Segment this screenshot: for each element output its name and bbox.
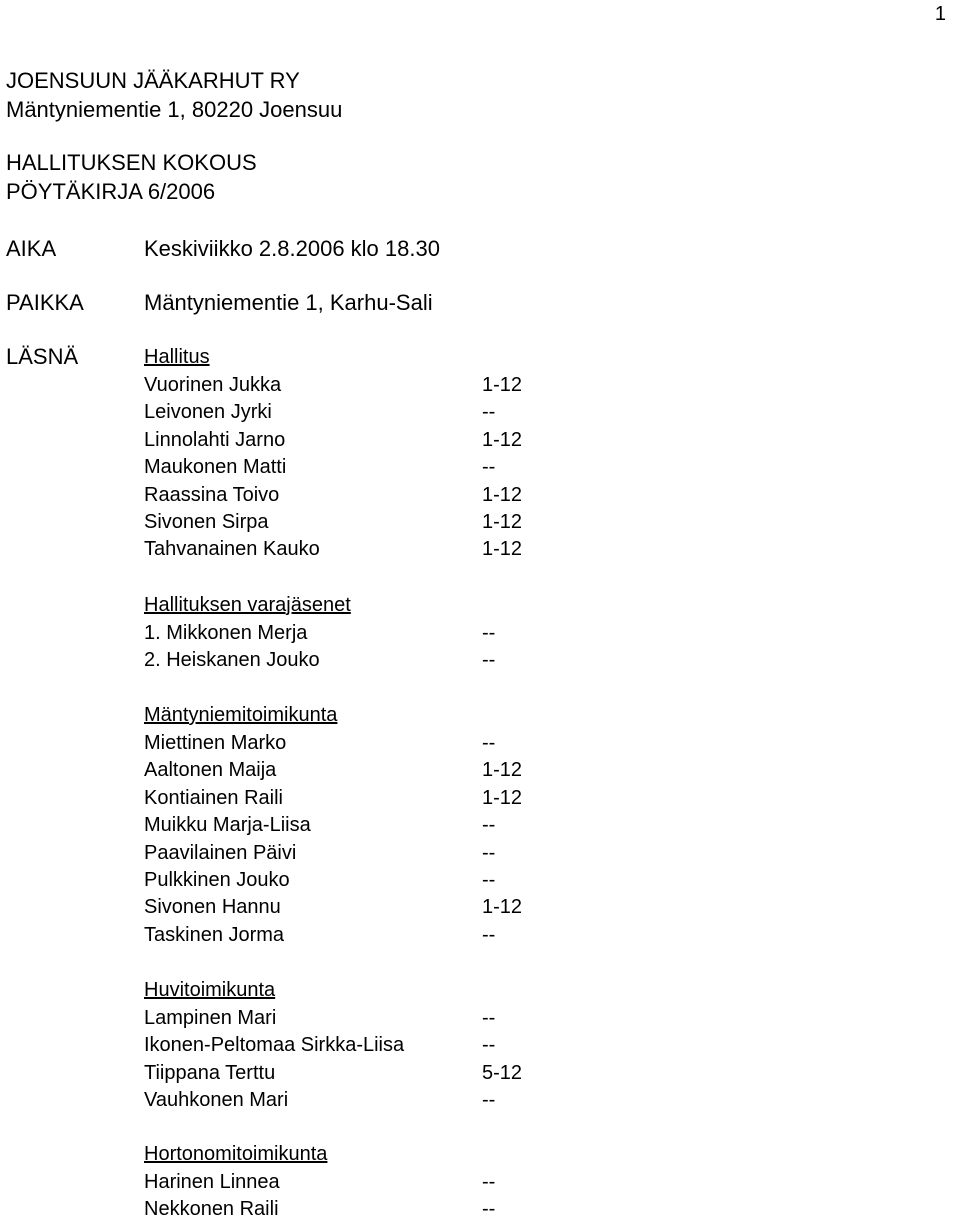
member-attendance: -- [482,842,496,864]
member-name: Leivonen Jyrki [144,401,272,423]
member-row [144,373,544,397]
member-attendance: -- [482,732,496,754]
member-row [144,813,544,837]
member-row [144,1006,544,1030]
member-row [144,1088,544,1112]
member-row [144,923,544,947]
member-attendance: 1-12 [482,511,523,533]
member-row [144,758,544,782]
member-name: 1. Mikkonen Merja [144,622,308,644]
member-attendance: -- [482,1198,496,1220]
member-row [144,510,544,534]
member-name: Kontiainen Raili [144,787,283,809]
member-attendance: -- [482,814,496,836]
member-row [144,1061,544,1085]
member-attendance: 5-12 [482,1062,523,1084]
member-attendance: -- [482,924,496,946]
member-name: Aaltonen Maija [144,759,277,781]
member-attendance: -- [482,1034,496,1056]
member-row [144,1033,544,1057]
member-attendance: -- [482,401,496,423]
member-name: Harinen Linnea [144,1171,280,1193]
present-label: LÄSNÄ [6,344,79,369]
member-name: Vuorinen Jukka [144,374,282,396]
member-name: Maukonen Matti [144,456,287,478]
member-attendance: -- [482,1007,496,1029]
member-name: Paavilainen Päivi [144,842,297,864]
member-name: Nekkonen Raili [144,1198,279,1220]
member-row [144,868,544,892]
member-attendance: 1-12 [482,429,523,451]
member-name: Vauhkonen Mari [144,1089,289,1111]
member-name: Linnolahti Jarno [144,429,286,451]
time-value: Keskiviikko 2.8.2006 klo 18.30 [144,236,440,261]
place-label: PAIKKA [6,290,84,315]
member-row [144,895,544,919]
member-attendance: -- [482,869,496,891]
member-row [144,731,544,755]
minutes-number: PÖYTÄKIRJA 6/2006 [6,179,216,204]
member-name: Miettinen Marko [144,732,287,754]
member-name: Tahvanainen Kauko [144,538,320,560]
group-heading: Mäntyniemitoimikunta [144,704,338,726]
member-attendance: 1-12 [482,484,523,506]
page-number: 1 [934,3,946,25]
member-attendance: 1-12 [482,787,523,809]
member-attendance: -- [482,456,496,478]
member-row [144,483,544,507]
time-label: AIKA [6,236,57,261]
member-row [144,428,544,452]
member-name: Sivonen Hannu [144,896,281,918]
member-row [144,648,544,672]
group-heading: Hortonomitoimikunta [144,1143,328,1165]
member-name: Ikonen-Peltomaa Sirkka-Liisa [144,1034,405,1056]
org-address: Mäntyniementie 1, 80220 Joensuu [6,97,343,122]
meeting-type: HALLITUKSEN KOKOUS [6,150,257,175]
member-row [144,537,544,561]
group-heading: Hallituksen varajäsenet [144,594,351,616]
member-attendance: 1-12 [482,374,523,396]
member-row [144,786,544,810]
member-name: Sivonen Sirpa [144,511,269,533]
member-name: Muikku Marja-Liisa [144,814,311,836]
member-attendance: 1-12 [482,896,523,918]
member-name: Raassina Toivo [144,484,280,506]
place-value: Mäntyniementie 1, Karhu-Sali [144,290,433,315]
member-attendance: 1-12 [482,759,523,781]
member-row [144,455,544,479]
member-name: 2. Heiskanen Jouko [144,649,320,671]
member-row [144,1170,544,1194]
org-name: JOENSUUN JÄÄKARHUT RY [6,68,300,93]
member-row [144,1197,544,1221]
member-row [144,621,544,645]
group-heading: Huvitoimikunta [144,979,276,1001]
member-attendance: 1-12 [482,538,523,560]
member-name: Lampinen Mari [144,1007,277,1029]
member-attendance: -- [482,622,496,644]
member-row [144,841,544,865]
member-attendance: -- [482,1089,496,1111]
member-name: Pulkkinen Jouko [144,869,290,891]
member-attendance: -- [482,649,496,671]
member-name: Tiippana Terttu [144,1062,276,1084]
member-row [144,400,544,424]
group-heading: Hallitus [144,346,210,368]
member-name: Taskinen Jorma [144,924,285,946]
member-attendance: -- [482,1171,496,1193]
